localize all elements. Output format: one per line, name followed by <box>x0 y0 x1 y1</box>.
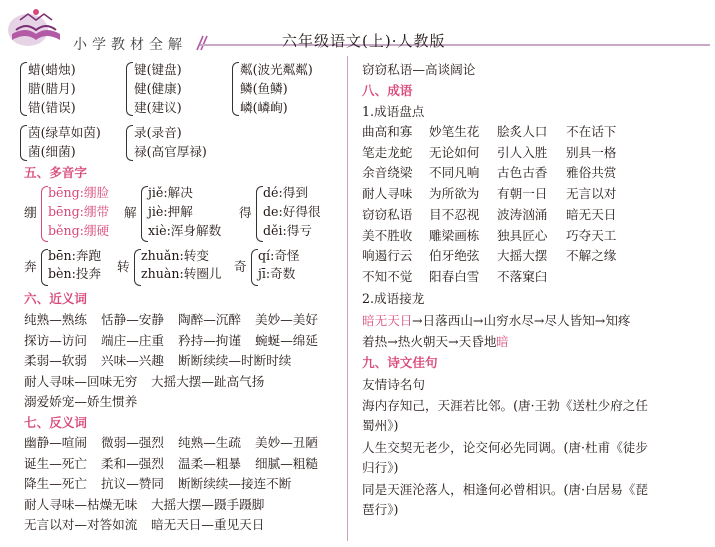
char-group-word: 粼(波光粼粼) <box>240 62 313 77</box>
antonym-pair: 耐人寻味—枯燥无味 <box>24 496 138 512</box>
polyphonic-reading: xiè:浑身解数 <box>148 223 222 238</box>
char-group-word: 错(错误) <box>28 100 76 115</box>
idiom-item: 窃窃私语 <box>362 206 413 222</box>
polyphonic-reading: zhuàn:转圈儿 <box>141 266 222 281</box>
synonym-pair: 探访—访问 <box>24 332 87 348</box>
antonym-pair: 幽静—喧闹 <box>24 435 87 450</box>
char-group-brace <box>232 62 239 116</box>
polyphonic-reading: dé:得到 <box>263 185 308 200</box>
synonym-pair: 恬静—安静 <box>101 312 164 327</box>
antonym-pair: 降生—死亡 <box>24 476 87 491</box>
synonym-pair: 矜持—拘谨 <box>178 332 241 348</box>
idiom-item: 无论如何 <box>429 144 480 160</box>
subheading-idiom-chain: 2.成语接龙 <box>362 291 425 306</box>
section-heading-polyphonic: 五、多音字 <box>24 165 87 180</box>
idiom-item: 无言以对 <box>566 186 617 202</box>
book-logo-icon <box>6 4 66 48</box>
polyphonic-reading: bēng:绷带 <box>48 204 110 219</box>
synonym-pair: 大摇大摆—趾高气扬 <box>151 373 265 389</box>
idiom-item: 别具一格 <box>566 144 617 160</box>
idiom-item: 古色古香 <box>497 165 548 181</box>
poem-line: 同是天涯沦落人，相逢何必曾相识。(唐·白居易《琵 <box>362 482 648 497</box>
idiom-chain-text: →日落西山→山穷水尽→尽人皆知→知疼 <box>412 313 631 328</box>
idiom-chain-highlight: 暗 <box>496 334 509 349</box>
page-header <box>0 0 715 56</box>
polyphonic-char: 得 <box>239 205 252 220</box>
polyphonic-reading: děi:得亏 <box>263 223 312 238</box>
poem-line: 蜀州》) <box>362 418 399 433</box>
synonym-pair: 断断续续—时断时续 <box>178 353 292 368</box>
idiom-item: 美不胜收 <box>362 227 413 243</box>
subheading-poetry: 友情诗名句 <box>362 377 425 392</box>
polyphonic-brace <box>141 186 148 242</box>
idiom-chain-highlight: 暗无天日 <box>362 313 413 328</box>
antonym-pair: 细腻—粗糙 <box>255 455 318 471</box>
polyphonic-reading: jiè:押解 <box>148 204 193 219</box>
polyphonic-char: 奔 <box>24 259 37 274</box>
idiom-item: 雅俗共赏 <box>566 165 617 181</box>
polyphonic-brace <box>41 186 48 242</box>
idiom-item: 不同凡响 <box>429 165 480 181</box>
char-group-word: 禄(高官厚禄) <box>134 144 207 159</box>
poem-line: 人生交契无老少，论交何必先同调。(唐·杜甫《徒步 <box>362 440 648 455</box>
char-group-word: 蜡(蜡烛) <box>28 62 76 77</box>
antonym-pair: 抗议—赞同 <box>101 476 164 491</box>
char-group-brace <box>20 62 27 116</box>
antonym-pair: 美妙—丑陋 <box>255 435 318 450</box>
char-group-brace <box>20 125 27 161</box>
idiom-item: 有朝一日 <box>497 186 548 202</box>
char-group-word: 鳞(鱼鳞) <box>240 81 288 96</box>
idiom-chain-text: 着热→热火朝天→天昏地 <box>362 334 497 349</box>
section-heading-idioms: 八、成语 <box>362 83 413 98</box>
idiom-item: 阳春白雪 <box>429 268 480 284</box>
synonym-pair: 兴味—兴趣 <box>101 353 164 368</box>
char-group-word: 嶙(嶙峋) <box>240 100 288 115</box>
idiom-item: 雕梁画栋 <box>429 227 480 243</box>
char-group-word: 建(建议) <box>134 100 182 115</box>
poem-line: 海内存知己，天涯若比邻。(唐·王勃《送杜少府之任 <box>362 398 648 413</box>
antonym-pair: 暗无天日—重见天日 <box>151 517 265 532</box>
idiom-item: 波涛汹涌 <box>497 206 548 222</box>
synonym-pair: 纯熟—熟练 <box>24 312 87 327</box>
char-group-word: 录(录音) <box>134 125 182 140</box>
section-heading-poetry: 九、诗文佳句 <box>362 355 438 370</box>
polyphonic-brace <box>41 249 48 286</box>
polyphonic-brace <box>134 249 141 286</box>
idiom-item: 笔走龙蛇 <box>362 144 413 160</box>
antonym-pair: 无言以对—对答如流 <box>24 517 138 532</box>
polyphonic-brace <box>256 186 263 242</box>
polyphonic-char: 解 <box>124 205 137 220</box>
idiom-item: 目不忍视 <box>429 206 480 222</box>
antonym-pair: 诞生—死亡 <box>24 455 87 471</box>
subheading-idiom-list: 1.成语盘点 <box>362 104 425 119</box>
polyphonic-reading: jī:奇数 <box>258 266 296 281</box>
polyphonic-reading: bēn:奔跑 <box>48 248 102 263</box>
char-group-word: 键(键盘) <box>134 62 182 77</box>
synonym-pair: 溺爱娇宠—娇生惯养 <box>24 394 138 409</box>
char-group-brace <box>126 125 133 161</box>
antonym-pair: 大摇大摆—蹑手蹑脚 <box>151 496 265 512</box>
antonym-pair: 断断续续—接连不断 <box>178 476 292 491</box>
idiom-item: 为所欲为 <box>429 186 480 202</box>
slash-decoration <box>194 35 208 51</box>
idiom-item: 暗无天日 <box>566 206 617 222</box>
antonym-pair: 窃窃私语—高谈阔论 <box>362 62 476 77</box>
idiom-item: 曲高和寡 <box>362 124 413 139</box>
polyphonic-brace <box>251 249 258 286</box>
polyphonic-reading: bèn:投奔 <box>48 266 102 281</box>
char-group-brace <box>126 62 133 116</box>
synonym-pair: 蜿蜒—绵延 <box>255 332 318 348</box>
section-heading-synonyms: 六、近义词 <box>24 291 87 306</box>
antonym-pair: 温柔—粗暴 <box>178 455 241 471</box>
antonym-pair: 纯熟—生疏 <box>178 435 241 450</box>
polyphonic-char: 奇 <box>234 259 247 274</box>
poem-line: 归行》) <box>362 460 399 475</box>
polyphonic-reading: bēng:绷脸 <box>48 185 110 200</box>
polyphonic-reading: běng:绷硬 <box>48 223 110 238</box>
synonym-pair: 柔弱—软弱 <box>24 353 87 368</box>
char-group-word: 菌(细菌) <box>28 144 76 159</box>
char-group-word: 茵(绿草如茵) <box>28 125 101 140</box>
antonym-pair: 柔和—强烈 <box>101 455 164 471</box>
polyphonic-reading: jiě:解决 <box>148 185 193 200</box>
idiom-item: 引人入胜 <box>497 144 548 160</box>
idiom-item: 大摇大摆 <box>497 248 548 264</box>
char-group-word: 健(健康) <box>134 81 182 96</box>
column-divider <box>347 56 348 541</box>
poem-line: 琶行》) <box>362 502 399 517</box>
grade-title: 六年级语文(上)·人教版 <box>282 32 446 50</box>
idiom-item: 独具匠心 <box>497 227 548 243</box>
idiom-item: 耐人寻味 <box>362 186 413 202</box>
synonym-pair: 耐人寻味—回味无穷 <box>24 373 138 389</box>
antonym-pair: 微弱—强烈 <box>101 435 164 450</box>
idiom-item: 妙笔生花 <box>429 124 480 139</box>
idiom-item: 响遏行云 <box>362 248 413 264</box>
polyphonic-reading: qí:奇怪 <box>258 248 300 263</box>
polyphonic-reading: de:好得很 <box>263 204 321 219</box>
idiom-item: 不在话下 <box>566 124 617 139</box>
header-rule <box>200 44 710 46</box>
idiom-item: 伯牙绝弦 <box>429 248 480 264</box>
brand-title: 小学教材全解 <box>73 37 187 53</box>
polyphonic-reading: zhuǎn:转变 <box>141 248 209 263</box>
idiom-item: 余音绕梁 <box>362 165 413 181</box>
idiom-item: 脍炙人口 <box>497 124 548 139</box>
idiom-item: 不知不觉 <box>362 268 413 284</box>
section-heading-antonyms: 七、反义词 <box>24 415 87 430</box>
idiom-item: 不解之缘 <box>566 248 617 264</box>
idiom-item: 不落窠臼 <box>497 268 548 284</box>
synonym-pair: 陶醉—沉醉 <box>178 312 241 327</box>
synonym-pair: 端庄—庄重 <box>101 332 164 348</box>
polyphonic-char: 绷 <box>24 205 37 220</box>
polyphonic-char: 转 <box>117 259 130 274</box>
char-group-word: 腊(腊月) <box>28 81 76 96</box>
idiom-item: 巧夺天工 <box>566 227 617 243</box>
synonym-pair: 美妙—美好 <box>255 312 318 327</box>
